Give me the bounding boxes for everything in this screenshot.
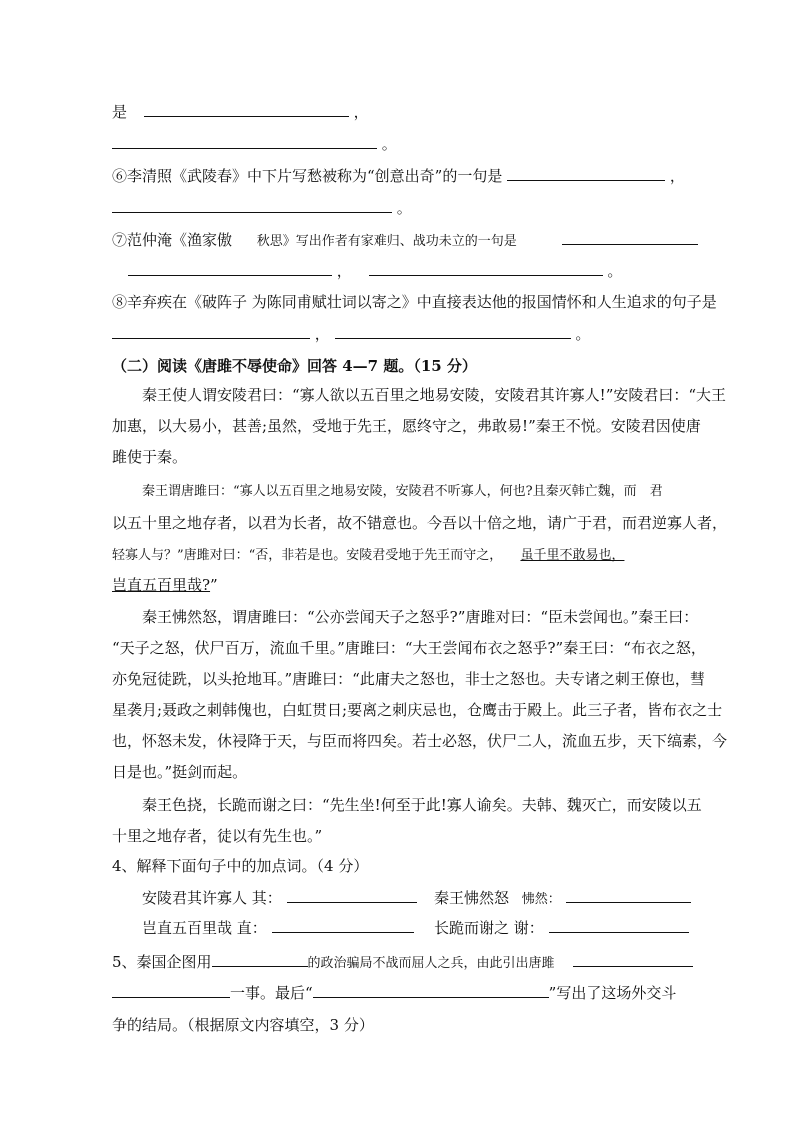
question-5-text-d: ”写出了这场外交斗 xyxy=(548,984,677,1002)
answer-blank[interactable] xyxy=(369,261,603,276)
passage-p4-line-2: 十里之地存者，徒以有先生也。” xyxy=(112,827,323,845)
item-text: 岂直五百里哉 直： xyxy=(142,919,267,937)
question-5-line-3: 争的结局。（根据原文内容填空，3 分） xyxy=(112,1016,374,1034)
comma-text: ， xyxy=(336,262,352,280)
passage-p3-line-4: 星袭月;聂政之刺韩傀也，白虹贯日;要离之刺庆忌也，仓鹰击于殿上。此三子者，皆布衣之士 xyxy=(112,701,723,719)
passage-p1-line-2: 加惠，以大易小，甚善;虽然，受地于先王，愿终守之，弗敢易!”秦王不悦。安陵君因使唐 xyxy=(112,417,701,435)
question-4-item-1 xyxy=(142,888,417,908)
question-5 xyxy=(112,952,693,974)
question-6-text: ⑥李清照《武陵春》中下片写愁被称为“创意出奇”的一句是 xyxy=(112,167,503,185)
question-6 xyxy=(112,166,685,186)
comma-text: ， xyxy=(353,103,369,121)
answer-blank[interactable] xyxy=(144,102,349,117)
question-7-text-b: 秋思》写出作者有家难归、战功未立的一句是 xyxy=(256,234,517,249)
answer-blank[interactable] xyxy=(128,261,332,276)
question-7-line-2 xyxy=(128,261,622,281)
period-text: 。 xyxy=(381,135,397,153)
underlined-sentence: 虽千里不敢易也， xyxy=(520,548,625,563)
question-4-item-2 xyxy=(434,888,691,910)
passage-p1-line-3: 雎使于秦。 xyxy=(112,448,188,466)
answer-blank[interactable] xyxy=(112,324,310,339)
answer-blank[interactable] xyxy=(335,324,571,339)
answer-blank[interactable] xyxy=(112,134,377,149)
question-4-title: 4、解释下面句子中的加点词。（4 分） xyxy=(112,857,369,875)
passage-p4-line-1: 秦王色挠，长跪而谢之曰：“先生坐!何至于此!寡人谕矣。夫韩、魏灭亡，而安陵以五 xyxy=(142,796,702,814)
answer-blank[interactable] xyxy=(287,888,417,903)
question-5-line-2 xyxy=(112,983,676,1003)
question-5-text-c: 一事。最后“ xyxy=(230,984,313,1002)
question-7-text-a: ⑦范仲淹《渔家傲 xyxy=(112,231,233,249)
passage-p2-line-3 xyxy=(112,546,632,566)
answer-blank[interactable] xyxy=(549,918,689,933)
item-text: 秦王怫然怒 xyxy=(434,889,510,907)
question-5-text-a: 5、秦国企图用 xyxy=(112,953,212,971)
comma-text: ， xyxy=(314,325,330,343)
passage-p3-line-3: 亦免冠徒跣，以头抢地耳。”唐雎曰：“此庸夫之怒也，非士之怒也。夫专诸之刺王僚也，彗 xyxy=(112,670,705,688)
period-text: 。 xyxy=(607,262,623,280)
q5-continuation-line-1 xyxy=(112,102,369,122)
question-8-text: ⑧辛弃疾在《破阵子 为陈同甫赋壮词以寄之》中直接表达他的报国情怀和人生追求的句子是 xyxy=(112,293,717,311)
question-8-line-2 xyxy=(112,324,590,344)
answer-blank[interactable] xyxy=(573,952,693,967)
answer-blank[interactable] xyxy=(562,230,698,245)
passage-p3-line-5: 也，怀怒未发，休祲降于天，与臣而将四矣。若士必怒，伏尸二人，流血五步，天下缟素，今 xyxy=(112,732,728,750)
passage-p3-line-6: 日是也。”挺剑而起。 xyxy=(112,763,248,781)
passage-p3-line-1: 秦王怫然怒，谓唐雎曰：“公亦尝闻天子之怒乎?”唐雎对曰：“臣未尝闻也。”秦王曰： xyxy=(142,608,699,626)
closing-quote: ” xyxy=(210,576,218,594)
answer-blank[interactable] xyxy=(112,983,230,998)
section-2-title: （二）阅读《唐雎不辱使命》回答 4—7 题。（15 分） xyxy=(112,357,477,375)
answer-blank[interactable] xyxy=(212,952,308,967)
item-text: 安陵君其许寡人 其： xyxy=(142,889,282,907)
passage-text: 轻寡人与？”唐雎对曰：“否，非若是也。安陵君受地于先王而守之， xyxy=(112,548,503,563)
period-text: 。 xyxy=(575,325,591,343)
item-label: 怫然： xyxy=(521,892,561,907)
question-4-item-3 xyxy=(142,918,414,938)
answer-blank[interactable] xyxy=(313,983,549,998)
question-6-line-2 xyxy=(112,198,412,218)
underlined-sentence: 岂直五百里哉? xyxy=(112,576,211,594)
passage-p2-line-4 xyxy=(112,575,218,595)
answer-blank[interactable] xyxy=(507,166,665,181)
answer-blank[interactable] xyxy=(272,918,414,933)
item-text: 长跪而谢之 谢： xyxy=(434,919,544,937)
period-text: 。 xyxy=(396,199,412,217)
answer-blank[interactable] xyxy=(112,198,392,213)
answer-blank[interactable] xyxy=(566,888,691,903)
passage-p2-line-2: 以五十里之地存者，以君为长者，故不错意也。今吾以十倍之地，请广于君，而君逆寡人者， xyxy=(112,514,728,532)
prefix-text: 是 xyxy=(112,103,128,121)
passage-p3-line-2: “天子之怒，伏尸百万，流血千里。”唐雎曰：“大王尝闻布衣之怒乎?”秦王曰：“布衣之怒， xyxy=(112,639,706,657)
question-7 xyxy=(112,230,698,252)
passage-p1-line-1: 秦王使人谓安陵君曰：“寡人欲以五百里之地易安陵，安陵君其许寡人!”安陵君曰：“大王 xyxy=(142,386,727,404)
question-8 xyxy=(112,292,717,312)
comma-text: ， xyxy=(669,167,685,185)
question-4-item-4 xyxy=(434,918,689,938)
passage-p2-line-1: 秦王谓唐雎曰：“寡人以五百里之地易安陵，安陵君不听寡人，何也?且秦灭韩亡魏，而 君 xyxy=(142,484,663,499)
question-5-text-b: 的政治骗局不战而屈人之兵，由此引出唐雎 xyxy=(307,956,555,971)
q5-continuation-line-2 xyxy=(112,134,397,154)
